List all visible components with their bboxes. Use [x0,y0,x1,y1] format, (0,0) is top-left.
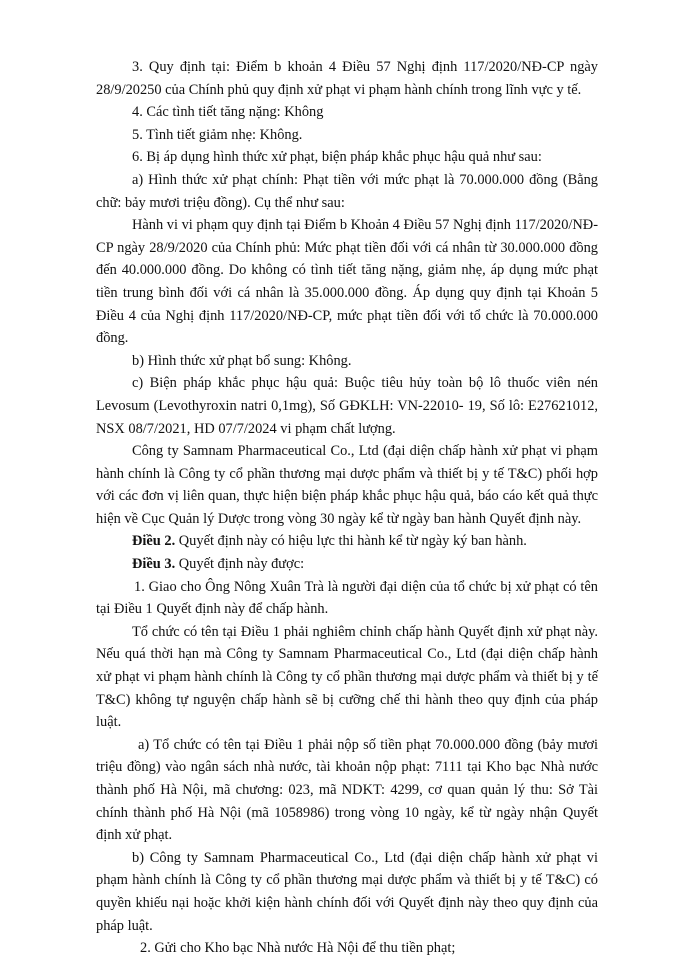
paragraph-company-coordination: Công ty Samnam Pharmaceutical Co., Ltd (đại diện chấp hành xử phạt vi phạm hành chính là Công ty cổ phần thương mại dược phẩm và thiết bị y tế T&C) phối hợp với các đơn vị liên quan, thực hiện biện pháp khắc phục hậu quả, báo cáo kết quả thực hiện về Cục Quản lý Dược trong vòng 30 ngày kể từ ngày ban hành Quyết định này. [96,443,598,527]
paragraph-treasury: 2. Gửi cho Kho bạc Nhà nước Hà Nội để thu tiền phạt; [140,940,456,957]
article-2-label: Điều 2. [132,533,176,550]
paragraph-main-penalty: a) Hình thức xử phạt chính: Phạt tiền với mức phạt là 70.000.000 đồng (Bằng chữ: bảy mươi triệu đồng). Cụ thể như sau: [96,171,598,211]
paragraph-additional-penalty: b) Hình thức xử phạt bổ sung: Không. [132,352,352,369]
paragraph-payment: a) Tổ chức có tên tại Điều 1 phải nộp số tiền phạt 70.000.000 đồng (bảy mươi triệu đồng) vào ngân sách nhà nước, tài khoản nộp phạt: 7111 tại Kho bạc Nhà nước thành phố Hà Nội, mã chương: 023, mã NDKT: 4299, cơ quan quản lý thu: Sở Tài chính thành phố Hà Nội (mã 1058986) trong vòng 10 ngày, kể từ ngày nhận Quyết định xử phạt. [96,736,598,844]
paragraph-remedial-measures: c) Biện pháp khắc phục hậu quả: Buộc tiêu hủy toàn bộ lô thuốc viên nén Levosum (Levothyroxin natri 0,1mg), Số GĐKLH: VN-22010- 19, Số lô: E27621012, NSX 08/7/2021, HD 07/7/2024 vi phạm chất lượng. [96,375,598,437]
paragraph-assign-representative: 1. Giao cho Ông Nông Xuân Trà là người đại diện của tổ chức bị xử phạt có tên tại Điều 1 Quyết định này để chấp hành. [96,578,598,618]
paragraph-aggravating: 4. Các tình tiết tăng nặng: Không [132,104,324,121]
article-2-text: Quyết định này có hiệu lực thi hành kể từ ngày ký ban hành. [175,533,527,550]
article-3-label: Điều 3. [132,556,176,573]
paragraph-complaint-right: b) Công ty Samnam Pharmaceutical Co., Ltd (đại diện chấp hành xử phạt vi phạm hành chính là Công ty cổ phần thương mại dược phẩm và thiết bị y tế T&C) có quyền khiếu nại hoặc khởi kiện hành chính đối với Quyết định này theo quy định của pháp luật. [96,849,598,934]
paragraph-violation-detail: Hành vi vi phạm quy định tại Điểm b Khoản 4 Điều 57 Nghị định 117/2020/NĐ-CP ngày 28/9/2020 của Chính phủ: Mức phạt tiền đối với cá nhân từ 30.000.000 đồng đến 40.000.000 đồng. Do không có tình tiết tăng nặng, giảm nhẹ, áp dụng mức phạt tiền trung bình đối với cá nhân là 35.000.000 đồng. Áp dụng quy định tại Khoản 5 Điều 4 của Nghị định 117/2020/NĐ-CP, mức phạt tiền đối với tổ chức là 70.000.000 đồng. [96,217,598,347]
article-2 [96,530,598,553]
article-3-text: Quyết định này được: [175,556,305,573]
paragraph-mitigating: 5. Tình tiết giảm nhẹ: Không. [132,126,303,143]
paragraph-regulation: 3. Quy định tại: Điểm b khoản 4 Điều 57 Nghị định 117/2020/NĐ-CP ngày 28/9/20250 của Chính phủ quy định xử phạt vi phạm hành chính trong lĩnh vực y tế. [96,59,598,98]
article-3 [96,553,598,576]
paragraph-penalty-forms: 6. Bị áp dụng hình thức xử phạt, biện pháp khắc phục hậu quả như sau: [132,149,542,166]
paragraph-compliance: Tổ chức có tên tại Điều 1 phải nghiêm chỉnh chấp hành Quyết định xử phạt này. Nếu quá thời hạn mà Công ty Samnam Pharmaceutical Co., Ltd (đại diện chấp hành xử phạt vi phạm hành chính là Công ty cổ phần thương mại dược phẩm và thiết bị y tế T&C) không tự nguyện chấp hành sẽ bị cưỡng chế thi hành theo quy định của pháp luật. [96,623,598,731]
